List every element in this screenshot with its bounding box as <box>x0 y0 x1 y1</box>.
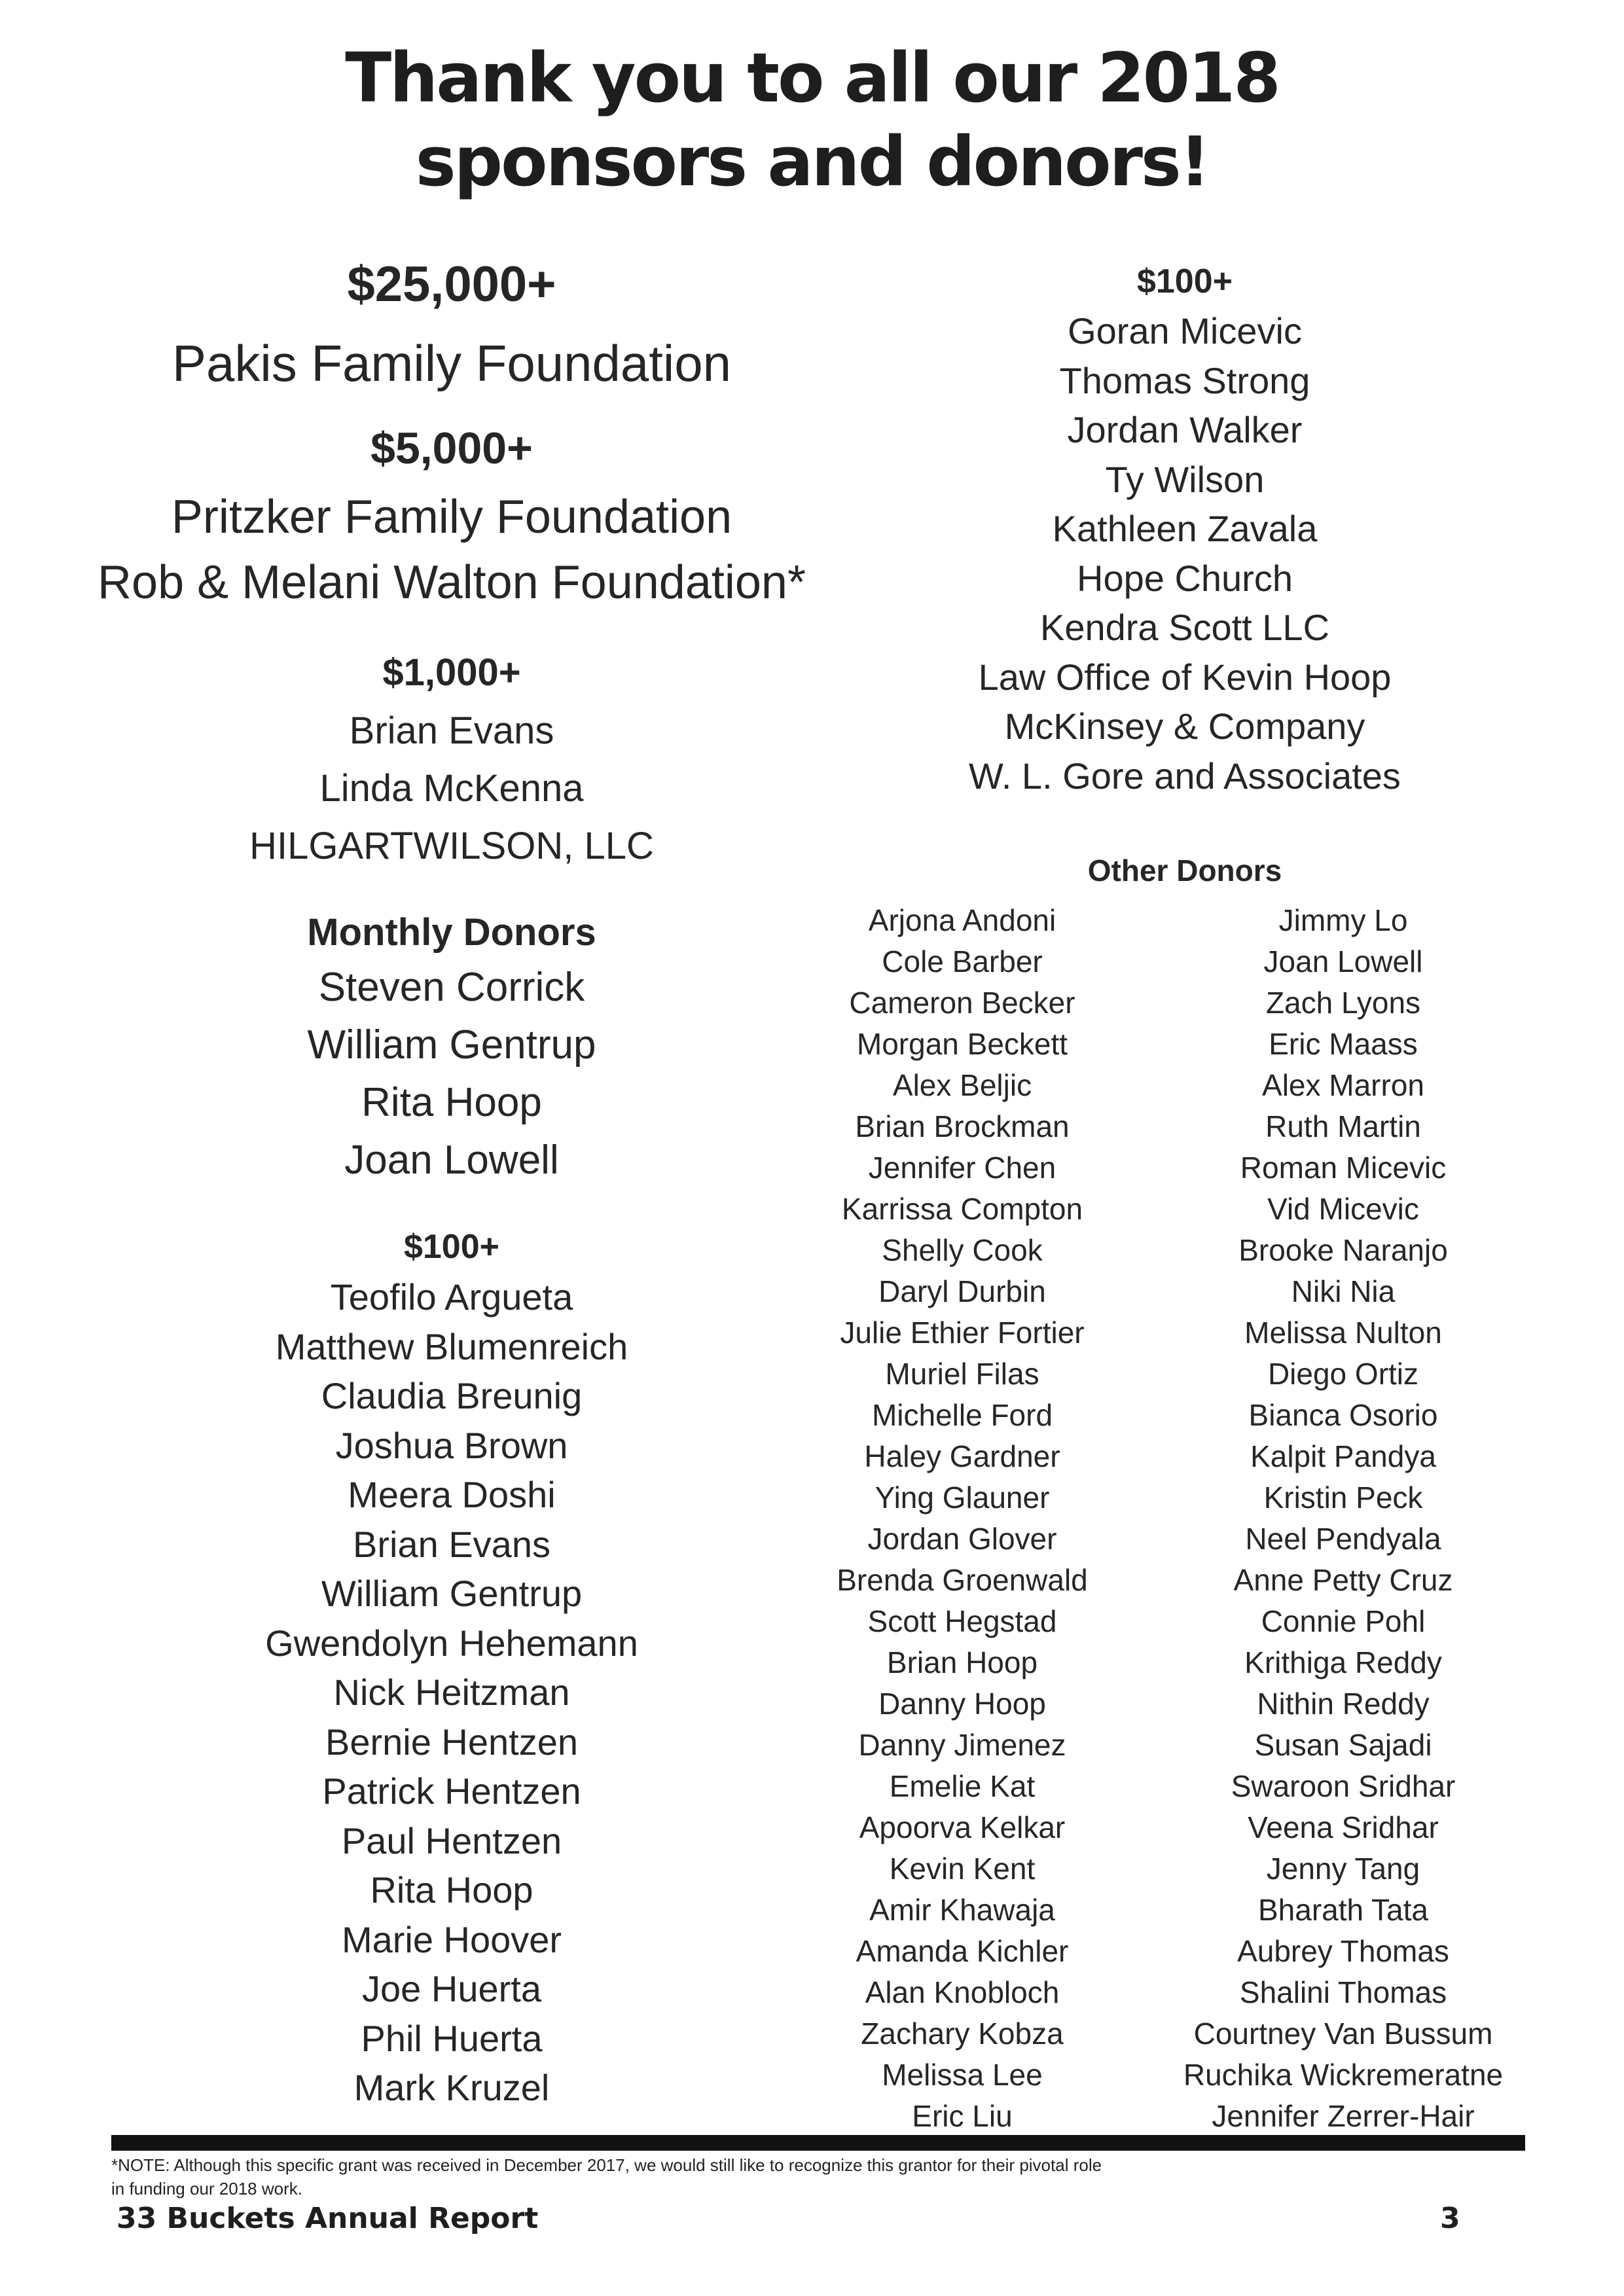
page-title-line1: Thank you to all our 2018 <box>345 38 1279 118</box>
list-item: Joan Lowell <box>1263 944 1423 978</box>
monthly-donors-list <box>26 959 877 1189</box>
list-item: Shalini Thomas <box>1239 1975 1447 2009</box>
list-item: Phil Huerta <box>361 2017 543 2059</box>
list-item: Meera Doshi <box>348 1474 556 1515</box>
list-item: Diego Ortiz <box>1267 1357 1419 1391</box>
list-item: Eric Liu <box>912 2099 1013 2133</box>
list-item: Julie Ethier Fortier <box>840 1316 1085 1350</box>
tier-25000-heading: $25,000+ <box>347 257 556 312</box>
footnote <box>111 2153 1224 2200</box>
report-name: 33 Buckets Annual Report <box>117 2202 539 2235</box>
list-item: Kristin Peck <box>1263 1480 1423 1515</box>
list-item: Veena Sridhar <box>1248 1810 1439 1844</box>
list-item: Amir Khawaja <box>869 1893 1055 1927</box>
list-item: Ying Glauner <box>875 1480 1050 1515</box>
list-item: Zachary Kobza <box>861 2017 1064 2051</box>
other-donors-column-2 <box>1140 900 1546 2137</box>
list-item: Rita Hoop <box>370 1869 533 1910</box>
list-item: Arjona Andoni <box>868 903 1056 937</box>
list-item: Zach Lyons <box>1265 986 1421 1020</box>
footnote-line1: *NOTE: Although this specific grant was received in December 2017, we would still like to recognize this grantor for their pivotal role <box>111 2155 1102 2175</box>
list-item: Jimmy Lo <box>1278 903 1408 937</box>
tier-1000-donor: HILGARTWILSON, LLC <box>249 825 654 867</box>
list-item: Bharath Tata <box>1257 1893 1428 1927</box>
list-item: Krithiga Reddy <box>1244 1645 1442 1679</box>
list-item: Teofilo Argueta <box>330 1276 573 1318</box>
monthly-donors-heading: Monthly Donors <box>307 911 596 954</box>
list-item: Karrissa Compton <box>841 1192 1083 1226</box>
list-item: Bianca Osorio <box>1248 1398 1438 1432</box>
list-item: Jordan Glover <box>867 1522 1057 1556</box>
list-item: William Gentrup <box>307 1022 596 1067</box>
list-item: Law Office of Kevin Hoop <box>978 656 1392 698</box>
list-item: Jennifer Zerrer-Hair <box>1212 2099 1475 2133</box>
other-donors-column-1 <box>759 900 1165 2137</box>
list-item: W. L. Gore and Associates <box>969 755 1401 797</box>
list-item: Mark Kruzel <box>353 2067 550 2108</box>
tier-1000-donor: Linda McKenna <box>319 767 584 810</box>
list-item: Kevin Kent <box>889 1852 1036 1886</box>
tier-100-heading-right: $100+ <box>1136 262 1233 300</box>
tier-5000-donor: Rob & Melani Walton Foundation* <box>98 556 806 609</box>
list-item: Claudia Breunig <box>321 1375 583 1416</box>
list-item: Danny Hoop <box>878 1687 1046 1721</box>
list-item: Brian Hoop <box>886 1645 1038 1679</box>
list-item: Joan Lowell <box>344 1138 559 1183</box>
list-item: Ruth Martin <box>1265 1109 1421 1143</box>
tier-5000-donor: Pritzker Family Foundation <box>171 491 732 543</box>
list-item: Thomas Strong <box>1059 359 1310 401</box>
list-item: Melissa Nulton <box>1244 1316 1442 1350</box>
page-title <box>0 36 1624 204</box>
list-item: Cole Barber <box>882 944 1043 978</box>
tier-100-heading-left: $100+ <box>403 1228 500 1266</box>
list-item: Haley Gardner <box>864 1439 1060 1473</box>
footer-divider <box>111 2135 1525 2151</box>
list-item: Eric Maass <box>1269 1027 1418 1061</box>
list-item: Nithin Reddy <box>1257 1687 1430 1721</box>
list-item: Brooke Naranjo <box>1238 1233 1448 1267</box>
tier-1000-heading: $1,000+ <box>382 651 521 694</box>
list-item: Niki Nia <box>1291 1274 1396 1308</box>
tier-5000-heading: $5,000+ <box>370 423 533 473</box>
list-item: Anne Petty Cruz <box>1233 1563 1453 1597</box>
list-item: Kathleen Zavala <box>1052 508 1318 549</box>
list-item: Brian Brockman <box>855 1109 1070 1143</box>
list-item: Marie Hoover <box>341 1918 562 1960</box>
list-item: Roman Micevic <box>1240 1151 1447 1185</box>
list-item: Neel Pendyala <box>1245 1522 1441 1556</box>
list-item: Joshua Brown <box>335 1424 568 1466</box>
page-title-line2: sponsors and donors! <box>415 122 1209 202</box>
list-item: Courtney Van Bussum <box>1193 2017 1493 2051</box>
list-item: Ty Wilson <box>1105 458 1265 500</box>
list-item: Jordan Walker <box>1067 409 1303 450</box>
list-item: Danny Jimenez <box>858 1728 1066 1762</box>
list-item: Joe Huerta <box>362 1968 541 2009</box>
list-item: Bernie Hentzen <box>325 1721 578 1763</box>
list-item: Jenny Tang <box>1266 1852 1420 1886</box>
list-item: Brenda Groenwald <box>837 1563 1088 1597</box>
footnote-line2: in funding our 2018 work. <box>111 2179 302 2198</box>
list-item: Vid Micevic <box>1267 1192 1419 1226</box>
list-item: William Gentrup <box>321 1573 583 1614</box>
tier-25000-donor: Pakis Family Foundation <box>171 334 732 392</box>
list-item: Swaroon Sridhar <box>1231 1769 1456 1803</box>
list-item: McKinsey & Company <box>1004 706 1365 747</box>
list-item: Muriel Filas <box>885 1357 1039 1391</box>
list-item: Alex Marron <box>1262 1068 1424 1102</box>
list-item: Steven Corrick <box>318 965 585 1010</box>
list-item: Michelle Ford <box>871 1398 1053 1432</box>
list-item: Rita Hoop <box>361 1080 542 1125</box>
list-item: Morgan Beckett <box>856 1027 1068 1061</box>
list-item: Matthew Blumenreich <box>275 1325 628 1367</box>
list-item: Gwendolyn Hehemann <box>265 1622 638 1664</box>
list-item: Alex Beljic <box>892 1068 1032 1102</box>
list-item: Melissa Lee <box>882 2058 1043 2092</box>
list-item: Jennifer Chen <box>868 1151 1056 1185</box>
list-item: Daryl Durbin <box>878 1274 1046 1308</box>
list-item: Alan Knobloch <box>865 1975 1060 2009</box>
list-item: Paul Hentzen <box>341 1820 562 1861</box>
other-donors-heading: Other Donors <box>1087 853 1282 888</box>
list-item: Ruchika Wickremeratne <box>1183 2058 1504 2092</box>
list-item: Aubrey Thomas <box>1237 1934 1449 1968</box>
list-item: Brian Evans <box>353 1523 550 1565</box>
list-item: Shelly Cook <box>882 1233 1043 1267</box>
page-number: 3 <box>1440 2202 1460 2235</box>
list-item: Goran Micevic <box>1068 310 1302 351</box>
tier-100-list-right <box>812 306 1558 800</box>
list-item: Kalpit Pandya <box>1250 1439 1436 1473</box>
list-item: Susan Sajadi <box>1254 1728 1432 1762</box>
list-item: Scott Hegstad <box>867 1604 1057 1638</box>
list-item: Amanda Kichler <box>856 1934 1069 1968</box>
list-item: Connie Pohl <box>1261 1604 1426 1638</box>
tier-1000-donor: Brian Evans <box>349 709 554 752</box>
tier-100-list-left <box>26 1272 877 2113</box>
list-item: Nick Heitzman <box>333 1672 570 1713</box>
list-item: Patrick Hentzen <box>322 1770 581 1812</box>
list-item: Emelie Kat <box>889 1769 1036 1803</box>
list-item: Cameron Becker <box>849 986 1075 1020</box>
list-item: Hope Church <box>1077 557 1293 599</box>
list-item: Apoorva Kelkar <box>859 1810 1066 1844</box>
list-item: Kendra Scott LLC <box>1039 607 1330 648</box>
